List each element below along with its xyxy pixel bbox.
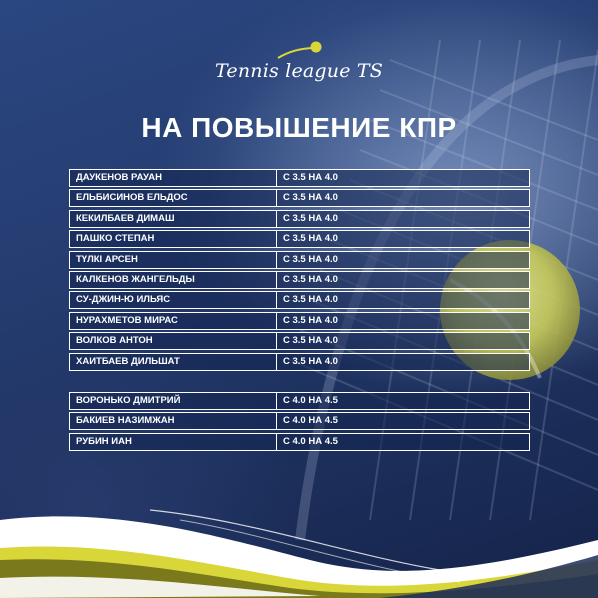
logo-text: Tennis league TS	[214, 60, 383, 82]
rating-change: С 3.5 НА 4.0	[283, 253, 338, 265]
page-title: НА ПОВЫШЕНИЕ КПР	[141, 112, 457, 143]
player-name: КЕКИЛБАЕВ ДИМАШ	[70, 211, 277, 227]
rating-change: С 3.5 НА 4.0	[283, 294, 338, 306]
player-name: ПАШКО СТЕПАН	[70, 231, 277, 247]
player-name: ДАУКЕНОВ РАУАН	[70, 170, 277, 186]
player-name: ХАИТБАЕВ ДИЛЬШАТ	[70, 354, 277, 370]
player-name: РУБИН ИАН	[70, 434, 277, 450]
player-name: ТҮЛКІ АРСЕН	[70, 252, 277, 268]
rating-change: С 3.5 НА 4.0	[283, 273, 338, 285]
player-name: СУ-ДЖИН-Ю ИЛЬЯС	[70, 292, 277, 308]
player-name: ВОРОНЬКО ДМИТРИЙ	[70, 393, 277, 409]
rating-change: С 3.5 НА 4.0	[283, 335, 338, 347]
player-name: БАКИЕВ НАЗИМЖАН	[70, 413, 277, 429]
rating-change: С 3.5 НА 4.0	[283, 172, 338, 183]
rating-change: С 4.0 НА 4.5	[283, 395, 338, 406]
rating-change: С 4.0 НА 4.5	[283, 435, 338, 447]
rating-change: С 3.5 НА 4.0	[283, 355, 338, 367]
rating-change: С 3.5 НА 4.0	[283, 212, 338, 224]
rating-change: С 3.5 НА 4.0	[283, 314, 338, 326]
player-name: КАЛКЕНОВ ЖАНГЕЛЬДЫ	[70, 272, 277, 288]
player-name: НУРАХМЕТОВ МИРАС	[70, 313, 277, 329]
player-name: ЕЛЬБИСИНОВ ЕЛЬДОС	[70, 190, 277, 206]
rating-change: С 3.5 НА 4.0	[283, 233, 338, 245]
player-name: ВОЛКОВ АНТОН	[70, 333, 277, 349]
rating-change: С 3.5 НА 4.0	[283, 192, 338, 204]
rating-change: С 4.0 НА 4.5	[283, 415, 338, 427]
